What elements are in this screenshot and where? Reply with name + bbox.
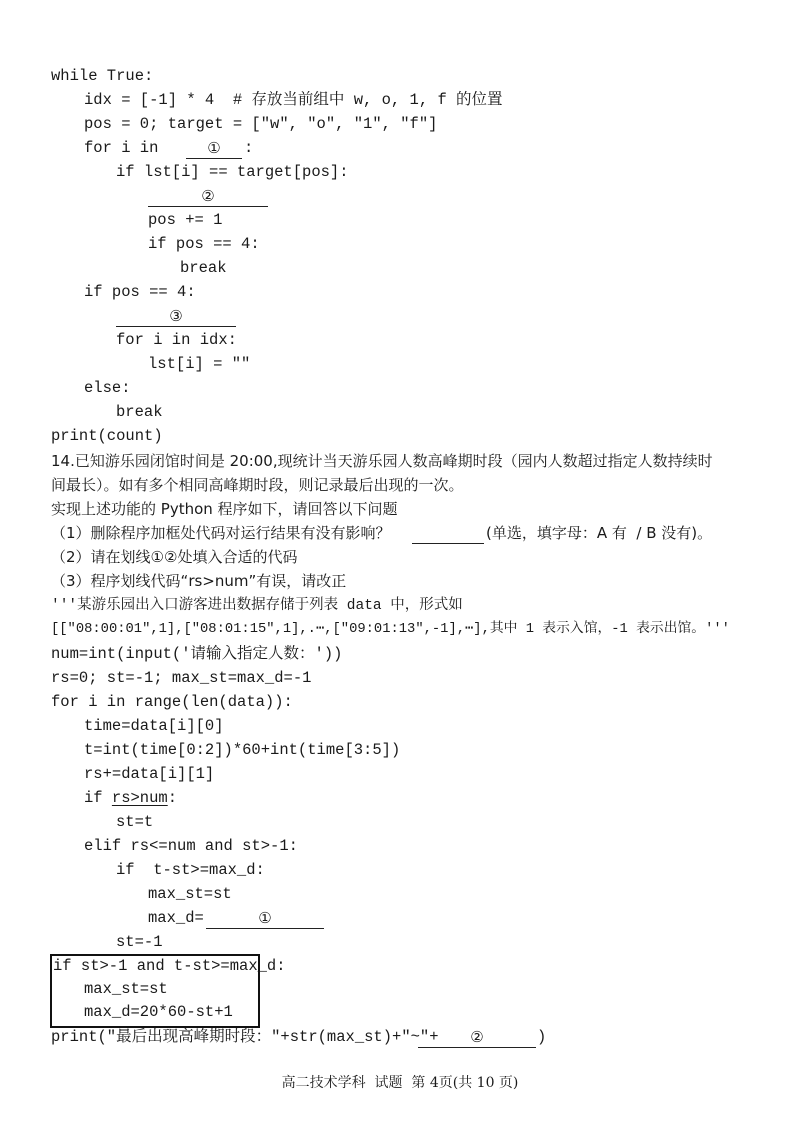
code-colon: : [167,789,178,807]
code-line-for-i: for i in [84,139,168,157]
code-line-max-d: max_d= [148,909,204,927]
answer-blank-4: ① [206,908,324,929]
code-line-if-pos-inner: if pos == 4: [148,235,260,253]
answer-blank-3: ③ [116,306,236,327]
code-line-t: t=int(time[0:2])*60+int(time[3:5]) [84,741,401,759]
answer-blank-1: ① [186,138,242,159]
question-14-part-1-options: (单选，填字母：A 有 / B 没有)。 [486,524,713,542]
code-line-break-inner: break [180,259,227,277]
answer-blank-2: ② [148,186,268,207]
code-line-if-lst: if lst[i] == target[pos]: [116,163,349,181]
underlined-condition: rs>num [111,789,168,807]
code-line-break-outer: break [116,403,163,421]
code-line-time: time=data[i][0] [84,717,224,735]
code-close-paren: ) [537,1028,547,1046]
code-line-for-range: for i in range(len(data)): [51,693,293,711]
code-line-lst-clear: lst[i] = "" [148,355,251,373]
boxed-code-line-max-st: max_st=st [84,980,168,998]
code-line-pos-inc: pos += 1 [148,211,223,229]
question-14-line-1: 14.已知游乐园闭馆时间是 20:00,现统计当天游乐园人数高峰期时段（园内人数超过指定人数持续时 [51,452,713,470]
answer-blank-5: ② [418,1027,536,1048]
question-14-line-3: 实现上述功能的 Python 程序如下，请回答以下问题 [51,500,398,518]
code-comment-line-1: '''某游乐园出入口游客进出数据存储于列表 data 中，形式如 [51,598,463,614]
code-line-if-rs [84,788,177,808]
code-line-print-result: print("最后出现高峰期时段："+str(max_st)+"~"+ [51,1028,439,1046]
code-line-if-t-st: if t-st>=max_d: [116,861,265,879]
code-comment-line-2: [["08:00:01",1],["08:01:15",1],.⋯,["09:01:13",-1],⋯],其中 1 表示入馆，-1 表示出馆。''' [51,622,730,637]
code-colon: : [244,139,254,157]
code-line-if-pos-outer: if pos == 4: [84,283,196,301]
code-line-while: while True: [51,67,154,85]
question-14-part-3: （3）程序划线代码“rs>num”有误，请改正 [51,572,347,590]
code-line-max-st: max_st=st [148,885,232,903]
code-line-st-assign: st=t [116,813,154,831]
code-line-pos-target: pos = 0; target = ["w", "o", "1", "f"] [84,115,438,133]
code-line-for-idx: for i in idx: [116,331,237,349]
code-line-idx: idx = [-1] * 4 # 存放当前组中 w, o, 1, f 的位置 [84,91,503,109]
code-line-init-vars: rs=0; st=-1; max_st=max_d=-1 [51,669,312,687]
code-line-else: else: [84,379,131,397]
question-14-part-2: （2）请在划线①②处填入合适的代码 [51,548,298,566]
page-footer: 高二技术学科 试题 第 4页(共 10 页) [281,1075,519,1091]
code-line-elif: elif rs<=num and st>-1: [84,837,298,855]
boxed-code-line-max-d: max_d=20*60-st+1 [84,1003,233,1021]
boxed-code-line-if: if st>-1 and t-st>=max_d: [53,957,286,975]
answer-blank-part-1 [412,523,484,544]
code-line-st-reset: st=-1 [116,933,163,951]
question-14-part-1: （1）删除程序加框处代码对运行结果有没有影响？ [51,524,391,542]
question-14-line-2: 间最长）。如有多个相同高峰期时段，则记录最后出现的一次。 [51,476,464,494]
code-line-print-count: print(count) [51,427,163,445]
code-line-rs-update: rs+=data[i][1] [84,765,215,783]
code-line-num-input: num=int(input('请输入指定人数：')) [51,645,343,663]
code-if-keyword: if [84,789,112,807]
